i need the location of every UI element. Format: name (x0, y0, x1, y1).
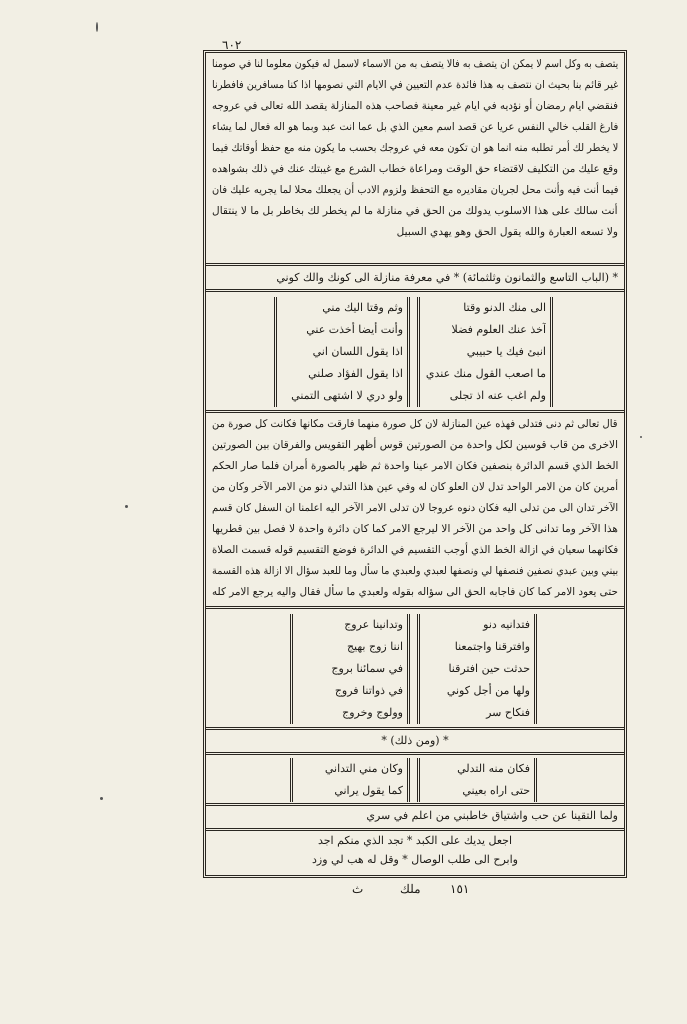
scan-speck (100, 797, 103, 800)
verse-box (424, 319, 546, 341)
verse-box (424, 702, 530, 724)
verse-box (281, 385, 403, 407)
text-line-box (212, 222, 618, 243)
catchword: ث (352, 882, 364, 896)
text-line: الخط الذي قسم الدائرة بنصفين فكان الامر عينا واحدة ثم ظهر بالصورة أمران فلما صار الحكم (212, 460, 618, 472)
verse: ما اصعب القول منك عندي (425, 367, 546, 380)
text-line-box (212, 75, 618, 96)
divider (206, 606, 624, 609)
poem-3-left-column (290, 758, 410, 802)
verse: حدثت حين افترقنا (448, 662, 530, 675)
verse-box (281, 341, 403, 363)
verse: ولها من أجل كوني (446, 684, 530, 697)
single-verse-box (212, 809, 618, 822)
verse-box (424, 658, 530, 680)
chapter-heading: * (الباب التاسع والثمانون وثلثمائة) * في معرفة منازلة الى كونك والك كوني (276, 271, 618, 284)
text-line: ولا تسعه العبارة والله يقول الحق وهو يهدي السبيل (396, 226, 618, 238)
divider (206, 727, 624, 730)
text-line: فكانهما سعيان في ازالة الخط الذي أوجب التقسيم في الدائرة فوضع التقسيم قوله قسمت الصلاة (212, 544, 618, 556)
page-number-top: ٦٠٢ (222, 38, 242, 52)
divider (206, 410, 624, 413)
text-line: وقع عليك من التكليف لاقتضاء حق الوقت ومراعاة خطاب الشرع مع غيبتك عنك في ذلك بشواهده (212, 163, 618, 175)
verse-box (424, 758, 530, 780)
text-line-box (212, 159, 618, 180)
single-verse: ولما التقينا عن حب واشتياق خاطبني من اعلم في سري (366, 809, 618, 822)
signature-mark: ملك (400, 882, 421, 896)
verse: حتى اراه بعيني (462, 784, 530, 797)
verse: آخذ عنك العلوم فضلا (451, 323, 546, 336)
verse: الى منك الدنو وقتا (463, 301, 546, 314)
verse: اننا زوج بهيج (346, 640, 403, 653)
text-line: يتصف به وكل اسم لا يمكن ان يتصف به فالا يتصف به من الاسماء لاسمل له فيكون معلوما لنا في صومنا (212, 58, 618, 70)
divider (206, 803, 624, 806)
verse-box (297, 658, 403, 680)
scan-speck (125, 505, 128, 508)
poem-2-right-column (417, 614, 537, 724)
poem-1-right-column (417, 297, 553, 407)
text-line-box (212, 582, 618, 603)
text-line-box (212, 201, 618, 222)
text-line: بيني وبين عبدي نصفين فنصفها لي ونصفها لعبدي ولعبدي ما سأل وما للعبد سؤال الا ازالة هذه القسمة (212, 565, 618, 577)
verse: فكان منه التدلي (457, 762, 530, 775)
text-line-box (212, 456, 618, 477)
text-line: أمرين كان من الامر الواحد تدل لان العلو كان له وفي عين هذا التدلي دنو من الامر الآخر وكان من (212, 481, 618, 493)
divider (206, 828, 624, 831)
verse: فنكاح سر (486, 706, 530, 719)
verse-box (281, 319, 403, 341)
divider (206, 752, 624, 755)
text-line: الآخر تدان الى من تدلى اليه فكان دنوه عروجا لان تدلى الامر الآخر اليه اعلمنا ان السفل كان قسم (212, 502, 618, 514)
text-line: فنقضي ايام رمضان أو نؤديه في ايام غير معينة فصاحب هذه المنازلة يقصد الله تعالى في عروجه (212, 100, 618, 112)
chapter-heading-box (212, 271, 618, 284)
verse-box (424, 363, 546, 385)
verse: وافترقنا واجتمعنا (454, 640, 530, 653)
verse: ولو دري لا اشتهى التمني (291, 389, 403, 402)
page-number-bottom: ١٥١ (450, 882, 470, 896)
verse: فتدانيه دنو (483, 618, 530, 631)
verse-box (297, 758, 403, 780)
poem-2-left-column (290, 614, 410, 724)
verse-box (297, 636, 403, 658)
text-line: أنت سالك على هذا الاسلوب يدولك من الحق في منازلة ما لم يخطر لك بخاطر بل ما لا ينتقال (212, 205, 618, 217)
verse: وكان مني التداني (324, 762, 403, 775)
verse: كما يقول يراني (334, 784, 403, 797)
scan-speck (96, 22, 98, 32)
verse: اذا يقول الفؤاد صلني (308, 367, 403, 380)
scan-speck (640, 436, 642, 438)
verse-box (424, 297, 546, 319)
text-line-box (212, 519, 618, 540)
verse-box (424, 780, 530, 802)
verse: وثم وقتا اليك مني (322, 301, 403, 314)
text-line-box (212, 498, 618, 519)
verse: في سمائنا بروج (331, 662, 403, 675)
text-line: الاخرى من قاب قوسين لكل واحدة من الصورتين قوس أظهر التقويس والفرقان بين الصورتين (212, 439, 618, 451)
poem-3-right-column (417, 758, 537, 802)
verse-box (424, 341, 546, 363)
text-line-box (212, 117, 618, 138)
text-line-box (212, 414, 618, 435)
text-line: فارغ القلب خالي النفس عريا عن قصد اسم معين الذي بل عما انت عبد وبما هو اله فعال لما يشاء (212, 121, 618, 133)
text-line: هذا الآخر وما تدانى كل واحد من الآخر الا ليرجع الامر كما كان دائرة واحدة لا فصل بين قطريها (212, 523, 618, 535)
text-line-box (212, 54, 618, 75)
verse-box (281, 297, 403, 319)
divider (206, 263, 624, 266)
text-line-box (212, 138, 618, 159)
text-line: لا يخطر لك أمر تطلبه منه انما هو ان تكون معه في عروجك بحسب ما يكون منه مع حفظ أوقاتك فيما (212, 142, 618, 154)
text-line: غير قائم بنا بحيث ان نتصف به هذا فائدة عدم التعيين في الايام التي نصومها اذا كنا مسافرين فافطرنا (212, 79, 618, 91)
paragraph-2 (212, 414, 618, 603)
section-marker: * (ومن ذلك) * (381, 734, 449, 747)
poem-1-left-column (274, 297, 410, 407)
verse-box (281, 363, 403, 385)
text-line-box (212, 540, 618, 561)
text-line-box (212, 435, 618, 456)
verse: اذا يقول اللسان اني (312, 345, 403, 358)
text-line-box (212, 561, 618, 582)
verse-box (424, 614, 530, 636)
verse: وتدانينا عروج (344, 618, 403, 631)
text-line: فيما أنت فيه وأنت محل لجريان مقاديره مع التحفظ ولزوم الادب أن يجعلك محلا لما يجريه عليك فان (212, 184, 618, 196)
text-line-box (212, 96, 618, 117)
verse: انبئ فيك يا حبيبي (466, 345, 546, 358)
text-line-box (212, 477, 618, 498)
paragraph-1 (212, 54, 618, 243)
verse: وأنت أيضا أخذت عني (306, 323, 403, 336)
verse: وولوج وخروج (342, 706, 403, 719)
text-line: حتى يعود الامر كما كان فاجابه الحق الى سؤاله بقوله ولعبدي ما سأل فقال واليه يرجع الامر كله (212, 586, 618, 598)
verse-box (424, 385, 546, 407)
couplet-line: اجعل يديك على الكبد * تجد الذي منكم اجد (317, 834, 513, 847)
verse-box (424, 680, 530, 702)
verse: ولم اغب عنه اذ تجلى (449, 389, 546, 402)
divider (206, 289, 624, 292)
verse-box (297, 702, 403, 724)
text-line-box (212, 180, 618, 201)
verse-box (424, 636, 530, 658)
verse-box (297, 614, 403, 636)
couplet-line: وابرح الى طلب الوصال * وقل له هب لي وزد (312, 853, 518, 866)
verse-box (297, 680, 403, 702)
text-line: قال تعالى ثم دنى فتدلى فهذه عين المنازلة لان كل صورة منهما فارقت مكانها فكانت كل صورة من (212, 418, 618, 430)
verse: في ذواتنا فروج (334, 684, 403, 697)
verse-box (297, 780, 403, 802)
